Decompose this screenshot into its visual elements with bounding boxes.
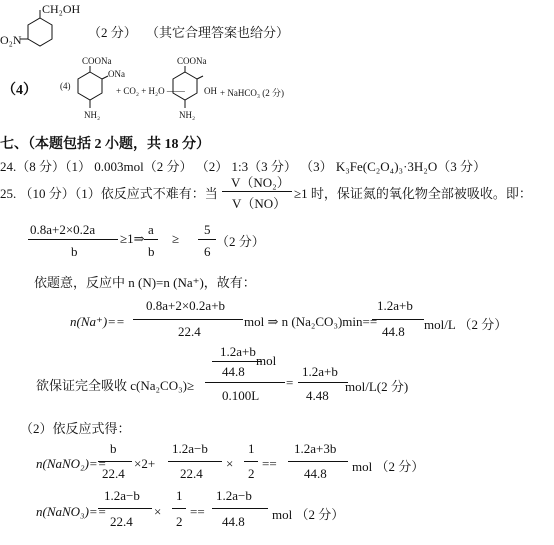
no3-b-numerator: 1 xyxy=(176,488,183,503)
no2-r-bar xyxy=(288,461,348,462)
q4-label: （4） xyxy=(2,83,37,98)
no3-lhs: n(NaNO₃)== xyxy=(36,504,107,519)
struct-ch2oh: CH₂OH xyxy=(42,2,81,16)
f3-numerator: 5 xyxy=(204,222,211,237)
no2-c-bar xyxy=(244,461,258,462)
nna-denominator: 22.4 xyxy=(178,324,201,339)
q4-inner-label: (4) xyxy=(60,81,71,91)
no3-tail: mol （2 分） xyxy=(272,507,345,522)
nna2-tail: mol/L （2 分） xyxy=(424,317,508,332)
no2-eq: == xyxy=(262,456,277,471)
nna-numerator: 0.8a+2×0.2a+b xyxy=(146,298,226,313)
no3-r-bar xyxy=(212,508,268,509)
q25-lead: 25. （10 分）（1）依反应式不难有：当 xyxy=(0,186,218,201)
conc2-numerator: 1.2a+b xyxy=(302,364,338,379)
ratio-bar xyxy=(222,191,292,192)
no2-c-numerator: 1 xyxy=(248,441,255,456)
f1-numerator: 0.8a+2×0.2a xyxy=(30,222,96,237)
f1-denominator: b xyxy=(71,244,78,259)
no3-b-denominator: 2 xyxy=(176,514,183,529)
no3-r-denominator: 44.8 xyxy=(222,514,245,529)
ratio-tail: ≥1 时，保证氮的氧化物全部被吸收。即： xyxy=(294,186,532,201)
f2-mid: ≥ xyxy=(172,231,180,246)
conc2-bar xyxy=(298,382,348,383)
section-heading: 七、（本题包括 2 小题，共 18 分） xyxy=(0,137,210,152)
conc-inner-denominator: 44.8 xyxy=(222,364,245,379)
f2-bar xyxy=(144,239,158,240)
q4-reagents: + CO₂ + H₂O —— xyxy=(116,86,185,96)
q4-nh2-2: NH₂ xyxy=(179,110,196,120)
no3-r-numerator: 1.2a−b xyxy=(216,488,252,503)
ratio-denominator: V（NO） xyxy=(232,196,287,211)
conc2-denominator: 4.48 xyxy=(306,388,329,403)
f1-bar xyxy=(28,239,118,240)
no2-tail: mol （2 分） xyxy=(352,459,425,474)
no2-lhs: n(NaNO₂)== xyxy=(36,456,107,471)
no2-a-bar xyxy=(98,461,132,462)
f2-numerator: a xyxy=(148,222,154,237)
f2-denominator: b xyxy=(148,244,155,259)
no2-c-denominator: 2 xyxy=(248,466,255,481)
no3-a-numerator: 1.2a−b xyxy=(104,488,140,503)
conc-lead: 欲保证完全吸收 c(Na₂CO₃)≥ xyxy=(36,378,195,393)
q4-ona: ONa xyxy=(108,69,125,79)
nna-bar xyxy=(133,319,243,320)
no3-a-denominator: 22.4 xyxy=(110,514,133,529)
no2-b-numerator: 1.2a−b xyxy=(172,441,208,456)
note-top: （其它合理答案也给分） xyxy=(146,25,290,40)
f3-tail: （2 分） xyxy=(216,234,265,249)
no3-a-bar xyxy=(98,508,152,509)
f3-denominator: 6 xyxy=(204,244,211,259)
conc-inner-bar xyxy=(212,361,262,362)
no3-eq: == xyxy=(190,504,205,519)
q4-product-tail: + NaHCO₃ (2 分) xyxy=(220,88,284,98)
q4-oh: OH xyxy=(204,86,217,96)
conc-eq: = xyxy=(286,375,294,390)
no3-b-bar xyxy=(172,508,186,509)
conc-bar xyxy=(205,382,285,383)
conc-inner-unit: mol xyxy=(256,353,277,368)
nna-mid: mol ⇒ n (Na₂CO₃)min== xyxy=(244,314,378,329)
nna2-bar xyxy=(372,319,424,320)
no2-b-bar xyxy=(168,461,222,462)
no2-x: × xyxy=(226,456,234,471)
q4-nh2-1: NH₂ xyxy=(84,110,101,120)
ratio-numerator: V（NO₂） xyxy=(231,175,290,190)
part2-heading: （2）依反应式得： xyxy=(20,421,131,436)
f3-bar xyxy=(198,239,216,240)
no2-x2: ×2+ xyxy=(134,456,156,471)
q24-answer: 24.（8 分）（1） 0.003mol（2 分） （2） 1:3（3 分） （3） K₃Fe(C₂O₄)₃·3H₂O（3 分） xyxy=(0,159,486,174)
no2-a-denominator: 22.4 xyxy=(102,466,125,481)
intro-line: 依题意，反应中 n (N)=n (Na⁺)，故有： xyxy=(34,275,256,290)
conc-tail: mol/L(2 分) xyxy=(345,379,409,394)
no2-r-numerator: 1.2a+3b xyxy=(294,441,337,456)
no3-x: × xyxy=(154,504,162,519)
q4-coona-1: COONa xyxy=(82,56,112,66)
score-top: （2 分） xyxy=(88,25,137,40)
q4-coona-2: COONa xyxy=(177,56,207,66)
nna2-numerator: 1.2a+b xyxy=(377,298,413,313)
no2-r-denominator: 44.8 xyxy=(304,466,327,481)
no2-a-numerator: b xyxy=(110,441,117,456)
no2-b-denominator: 22.4 xyxy=(180,466,203,481)
conc-denominator: 0.100L xyxy=(222,388,260,403)
nna2-denominator: 44.8 xyxy=(382,324,405,339)
conc-inner-numerator: 1.2a+b xyxy=(220,344,256,359)
nna-lhs: n(Na⁺)== xyxy=(70,314,125,329)
struct-o2n: O₂N xyxy=(0,33,22,47)
f1-mid: ≥1⇒ xyxy=(120,231,145,246)
